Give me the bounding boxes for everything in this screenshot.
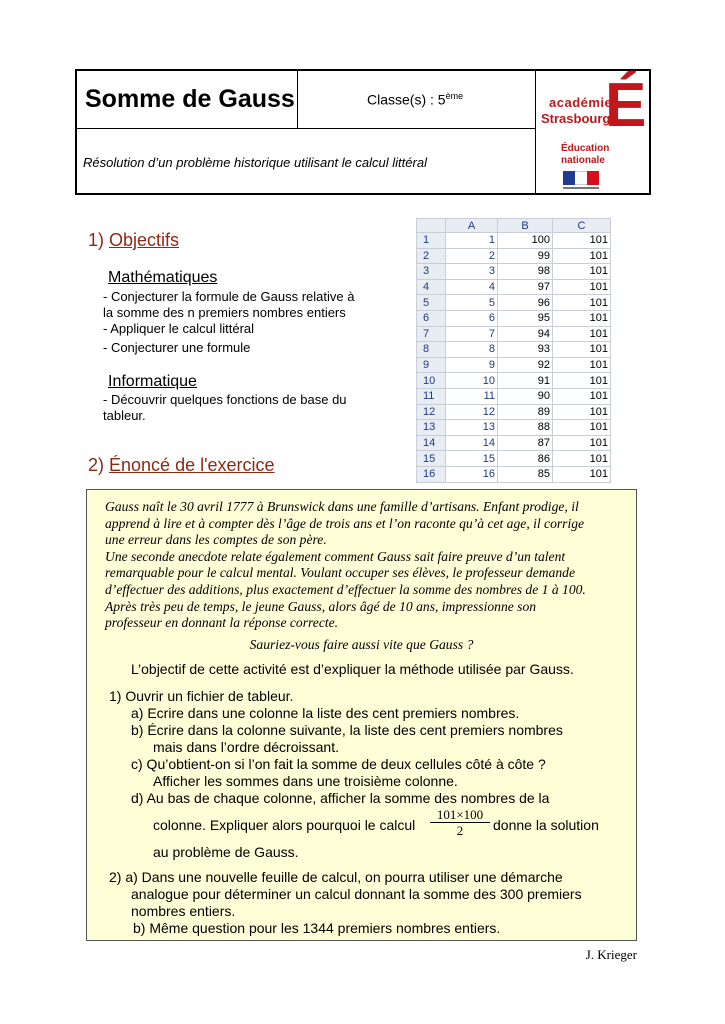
cell: 99 xyxy=(498,248,553,264)
row-number: 1 xyxy=(417,233,446,249)
row-number: 2 xyxy=(417,248,446,264)
cell: 89 xyxy=(498,404,553,420)
exercise-box xyxy=(86,489,637,941)
cell: 2 xyxy=(446,248,498,264)
row-number: 6 xyxy=(417,310,446,326)
cell: 96 xyxy=(498,295,553,311)
section-heading-objectifs: 1) Objectifs xyxy=(88,230,180,250)
cell: 101 xyxy=(553,357,611,373)
cell: 1 xyxy=(446,233,498,249)
cell: 101 xyxy=(553,451,611,467)
cell: 101 xyxy=(553,373,611,389)
author: J. Krieger xyxy=(585,947,637,962)
cell: 101 xyxy=(553,295,611,311)
cell: 101 xyxy=(553,404,611,420)
cell: 7 xyxy=(446,326,498,342)
objective-text: L’objectif de cette activité est d’expliquer la méthode utilisée par Gauss. xyxy=(131,661,574,677)
table-row xyxy=(417,357,611,373)
cell: 101 xyxy=(553,248,611,264)
cell: 14 xyxy=(446,435,498,451)
fraction-numerator: 101×100 xyxy=(430,807,490,823)
table-row xyxy=(417,466,611,482)
marianne-flag-icon xyxy=(563,171,599,185)
cell: 9 xyxy=(446,357,498,373)
table-row xyxy=(417,451,611,467)
list-item: - Conjecturer une formule xyxy=(103,340,251,355)
list-item: - Conjecturer la formule de Gauss relative à la somme des n premiers nombres entiers xyxy=(103,289,355,320)
step-1c: c) Qu’obtient-on si l’on fait la somme de deux cellules côté à côte ? xyxy=(131,756,546,772)
cell: 101 xyxy=(553,279,611,295)
step-2a: 2) a) Dans une nouvelle feuille de calcul, on pourra utiliser une démarche xyxy=(109,869,563,885)
cell: 16 xyxy=(446,466,498,482)
question-text: Sauriez-vous faire aussi vite que Gauss ? xyxy=(249,637,474,652)
cell: 88 xyxy=(498,420,553,436)
row-number: 12 xyxy=(417,404,446,420)
step-1d-cont2: donne la solution xyxy=(493,817,599,833)
cell: 10 xyxy=(446,373,498,389)
page-title: Somme de Gauss xyxy=(85,85,295,113)
cell: 92 xyxy=(498,357,553,373)
table-row xyxy=(417,295,611,311)
column-header: B xyxy=(498,219,553,233)
table-row xyxy=(417,279,611,295)
cell: 5 xyxy=(446,295,498,311)
step-1c-cont: Afficher les sommes dans une troisième colonne. xyxy=(153,773,458,789)
cell: 3 xyxy=(446,264,498,280)
column-header: C xyxy=(553,219,611,233)
cell: 101 xyxy=(553,264,611,280)
step-1d-cont3: au problème de Gauss. xyxy=(153,844,299,860)
academie-strasbourg-logo: académie Strasbourg É Éducation nationale xyxy=(539,75,647,191)
cell: 97 xyxy=(498,279,553,295)
row-number: 9 xyxy=(417,357,446,373)
table-row xyxy=(417,388,611,404)
row-number: 14 xyxy=(417,435,446,451)
row-number: 4 xyxy=(417,279,446,295)
list-item: - Appliquer le calcul littéral xyxy=(103,321,255,336)
list-item: - Découvrir quelques fonctions de base du tableur. xyxy=(103,392,347,423)
fraction-denominator: 2 xyxy=(456,823,464,838)
row-number: 7 xyxy=(417,326,446,342)
cell: 101 xyxy=(553,233,611,249)
subtitle: Résolution d’un problème historique utilisant le calcul littéral xyxy=(83,155,427,170)
spreadsheet-screenshot xyxy=(416,218,660,481)
divider xyxy=(563,187,599,189)
cell: 85 xyxy=(498,466,553,482)
row-number: 15 xyxy=(417,451,446,467)
cell: 101 xyxy=(553,388,611,404)
table-row xyxy=(417,373,611,389)
step-1a: a) Ecrire dans une colonne la liste des cent premiers nombres. xyxy=(131,705,520,721)
section-heading-enonce: 2) Énoncé de l'exercice xyxy=(88,455,275,475)
corner-cell xyxy=(417,219,446,233)
cell: 101 xyxy=(553,420,611,436)
table-row xyxy=(417,435,611,451)
table-row xyxy=(417,233,611,249)
cell: 91 xyxy=(498,373,553,389)
cell: 101 xyxy=(553,435,611,451)
cell: 94 xyxy=(498,326,553,342)
spreadsheet-header-row xyxy=(417,219,611,233)
table-row xyxy=(417,264,611,280)
table-row xyxy=(417,404,611,420)
cell: 13 xyxy=(446,420,498,436)
header-table xyxy=(75,69,651,195)
cell: 87 xyxy=(498,435,553,451)
cell: 101 xyxy=(553,466,611,482)
step-1: 1) Ouvrir un fichier de tableur. xyxy=(109,688,294,704)
row-number: 16 xyxy=(417,466,446,482)
cell: 6 xyxy=(446,310,498,326)
step-1b: b) Écrire dans la colonne suivante, la liste des cent premiers nombres xyxy=(131,722,563,738)
cell: 8 xyxy=(446,342,498,358)
cell: 15 xyxy=(446,451,498,467)
row-number: 8 xyxy=(417,342,446,358)
info-heading: Informatique xyxy=(108,373,197,390)
divider xyxy=(77,128,535,129)
cell: 101 xyxy=(553,342,611,358)
row-number: 10 xyxy=(417,373,446,389)
step-1d: d) Au bas de chaque colonne, afficher la somme des nombres de la xyxy=(131,790,550,806)
cell: 11 xyxy=(446,388,498,404)
row-number: 3 xyxy=(417,264,446,280)
cell: 12 xyxy=(446,404,498,420)
cell: 4 xyxy=(446,279,498,295)
divider xyxy=(535,71,536,195)
column-header: A xyxy=(446,219,498,233)
cell: 101 xyxy=(553,310,611,326)
table-row xyxy=(417,342,611,358)
math-heading: Mathématiques xyxy=(108,269,218,286)
story-text: Gauss naît le 30 avril 1777 à Brunswick dans une famille d’artisans. Enfant prodige, il apprend à lire et à compter dès l’âge de trois ans et l’on raconte qu’à cet age, il corrige une erreur dans les comptes de son père. Une seconde anecdote relate également comment Gauss sait faire preuve d’un talent remarquable pour le calcul mental. Voulant occuper ses élèves, le professeur demande d’effectuer des additions, plus exactement d’effectuer la somme des nombres de 1 à 100. Après très peu de temps, le jeune Gauss, alors âgé de 10 ans, impressionne son professeur en donnant la réponse correcte. xyxy=(105,499,586,631)
row-number: 11 xyxy=(417,388,446,404)
cell: 93 xyxy=(498,342,553,358)
spreadsheet-table xyxy=(416,218,611,483)
step-1d-cont: colonne. Expliquer alors pourquoi le calcul xyxy=(153,817,416,833)
row-number: 13 xyxy=(417,420,446,436)
class-label: Classe(s) : 5ème xyxy=(367,91,464,108)
table-row xyxy=(417,326,611,342)
cell: 90 xyxy=(498,388,553,404)
cell: 101 xyxy=(553,326,611,342)
table-row xyxy=(417,310,611,326)
step-1b-cont: mais dans l’ordre décroissant. xyxy=(153,739,339,755)
table-row xyxy=(417,420,611,436)
step-2a-cont: analogue pour déterminer un calcul donnant la somme des 300 premiers xyxy=(131,886,582,902)
cell: 86 xyxy=(498,451,553,467)
table-row xyxy=(417,248,611,264)
step-2b: b) Même question pour les 1344 premiers nombres entiers. xyxy=(133,920,501,936)
divider xyxy=(297,71,298,128)
cell: 98 xyxy=(498,264,553,280)
cell: 95 xyxy=(498,310,553,326)
step-2a-cont2: nombres entiers. xyxy=(131,903,236,919)
row-number: 5 xyxy=(417,295,446,311)
fraction xyxy=(430,807,490,839)
cell: 100 xyxy=(498,233,553,249)
